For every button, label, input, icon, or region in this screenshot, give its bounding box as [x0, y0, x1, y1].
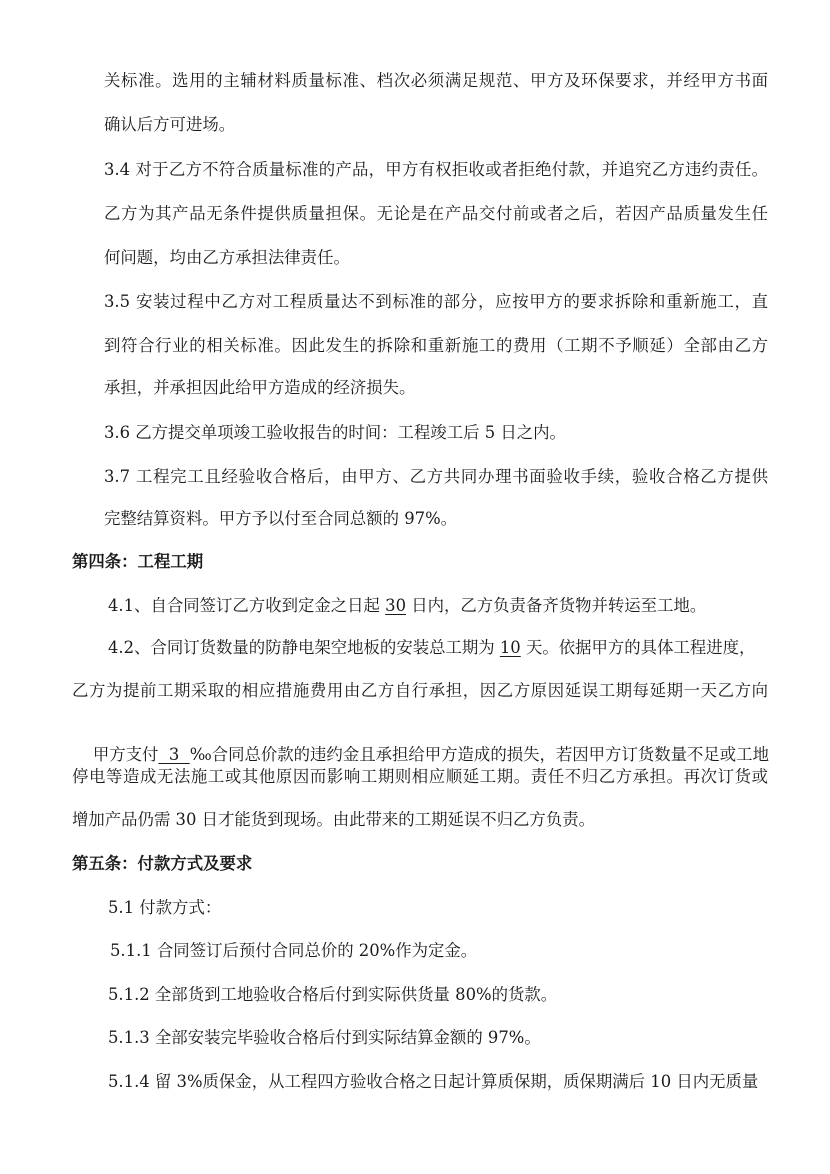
text: 4.2、合同订货数量的防静电架空地板的安装总工期为 — [108, 638, 500, 657]
clause-5-1-2: 5.1.2 全部货到工地验收合格后付到实际供货量 80%的货款。 — [108, 985, 558, 1004]
text: ‰合同总价款的违约金且承担给甲方造成的损失，若因甲方订货数量不足或工地 — [189, 745, 769, 764]
clause-4-2 — [108, 637, 755, 659]
paragraph-line: 增加产品仍需 30 日才能货到现场。由此带来的工期延误不归乙方负责。 — [72, 810, 595, 829]
clause-3-6: 3.6 乙方提交单项竣工验收报告的时间：工程竣工后 5 日之内。 — [104, 423, 566, 442]
underlined-value: 10 — [499, 638, 521, 657]
underlined-value: 3 — [158, 745, 190, 764]
paragraph-line: 停电等造成无法施工或其他原因而影响工期则相应顺延工期。责任不归乙方承担。再次订货或 — [72, 767, 768, 786]
paragraph-line: 确认后方可进场。 — [104, 115, 236, 134]
section-heading-5: 第五条：付款方式及要求 — [72, 854, 253, 873]
clause-3-7: 3.7 工程完工且经验收合格后，由甲方、乙方共同办理书面验收手续，验收合格乙方提供 — [104, 467, 768, 486]
text: 日内，乙方负责备齐货物并转运至工地。 — [406, 596, 707, 615]
paragraph-line: 乙方为其产品无条件提供质量担保。无论是在产品交付前或者之后，若因产品质量发生任 — [104, 204, 768, 223]
paragraph-line: 完整结算资料。甲方予以付至合同总额的 97%。 — [104, 509, 458, 528]
paragraph-line: 承担，并承担因此给甲方造成的经济损失。 — [104, 378, 416, 397]
paragraph-line: 到符合行业的相关标准。因此发生的拆除和重新施工的费用（工期不予顺延）全部由乙方 — [104, 336, 768, 355]
clause-5-1-4: 5.1.4 留 3%质保金，从工程四方验收合格之日起计算质保期，质保期满后 10 日内无质量 — [108, 1072, 759, 1091]
clause-3-5: 3.5 安装过程中乙方对工程质量达不到标准的部分，应按甲方的要求拆除和重新施工，直 — [104, 292, 768, 311]
section-heading-4: 第四条：工程工期 — [72, 552, 204, 571]
paragraph-line: 何问题，均由乙方承担法律责任。 — [104, 248, 350, 267]
text: 甲方支付 — [92, 745, 159, 764]
text: 4.1、自合同签订乙方收到定金之日起 — [108, 596, 386, 615]
clause-5-1: 5.1 付款方式： — [108, 898, 222, 917]
clause-5-1-1: 5.1.1 合同签订后预付合同总价的 20%作为定金。 — [110, 941, 478, 960]
clause-4-1 — [108, 595, 706, 617]
clause-5-1-3: 5.1.3 全部安装完毕验收合格后付到实际结算金额的 97%。 — [108, 1028, 541, 1047]
text: 天。依据甲方的具体工程进度， — [520, 638, 756, 657]
paragraph-line: 乙方为提前工期采取的相应措施费用由乙方自行承担，因乙方原因延误工期每延期一天乙方向 — [72, 681, 768, 700]
paragraph-line: 关标准。选用的主辅材料质量标准、档次必须满足规范、甲方及环保要求，并经甲方书面 — [104, 71, 768, 90]
underlined-value: 30 — [385, 596, 406, 615]
clause-3-4: 3.4 对于乙方不符合质量标准的产品，甲方有权拒收或者拒绝付款，并追究乙方违约责任。 — [104, 160, 768, 179]
